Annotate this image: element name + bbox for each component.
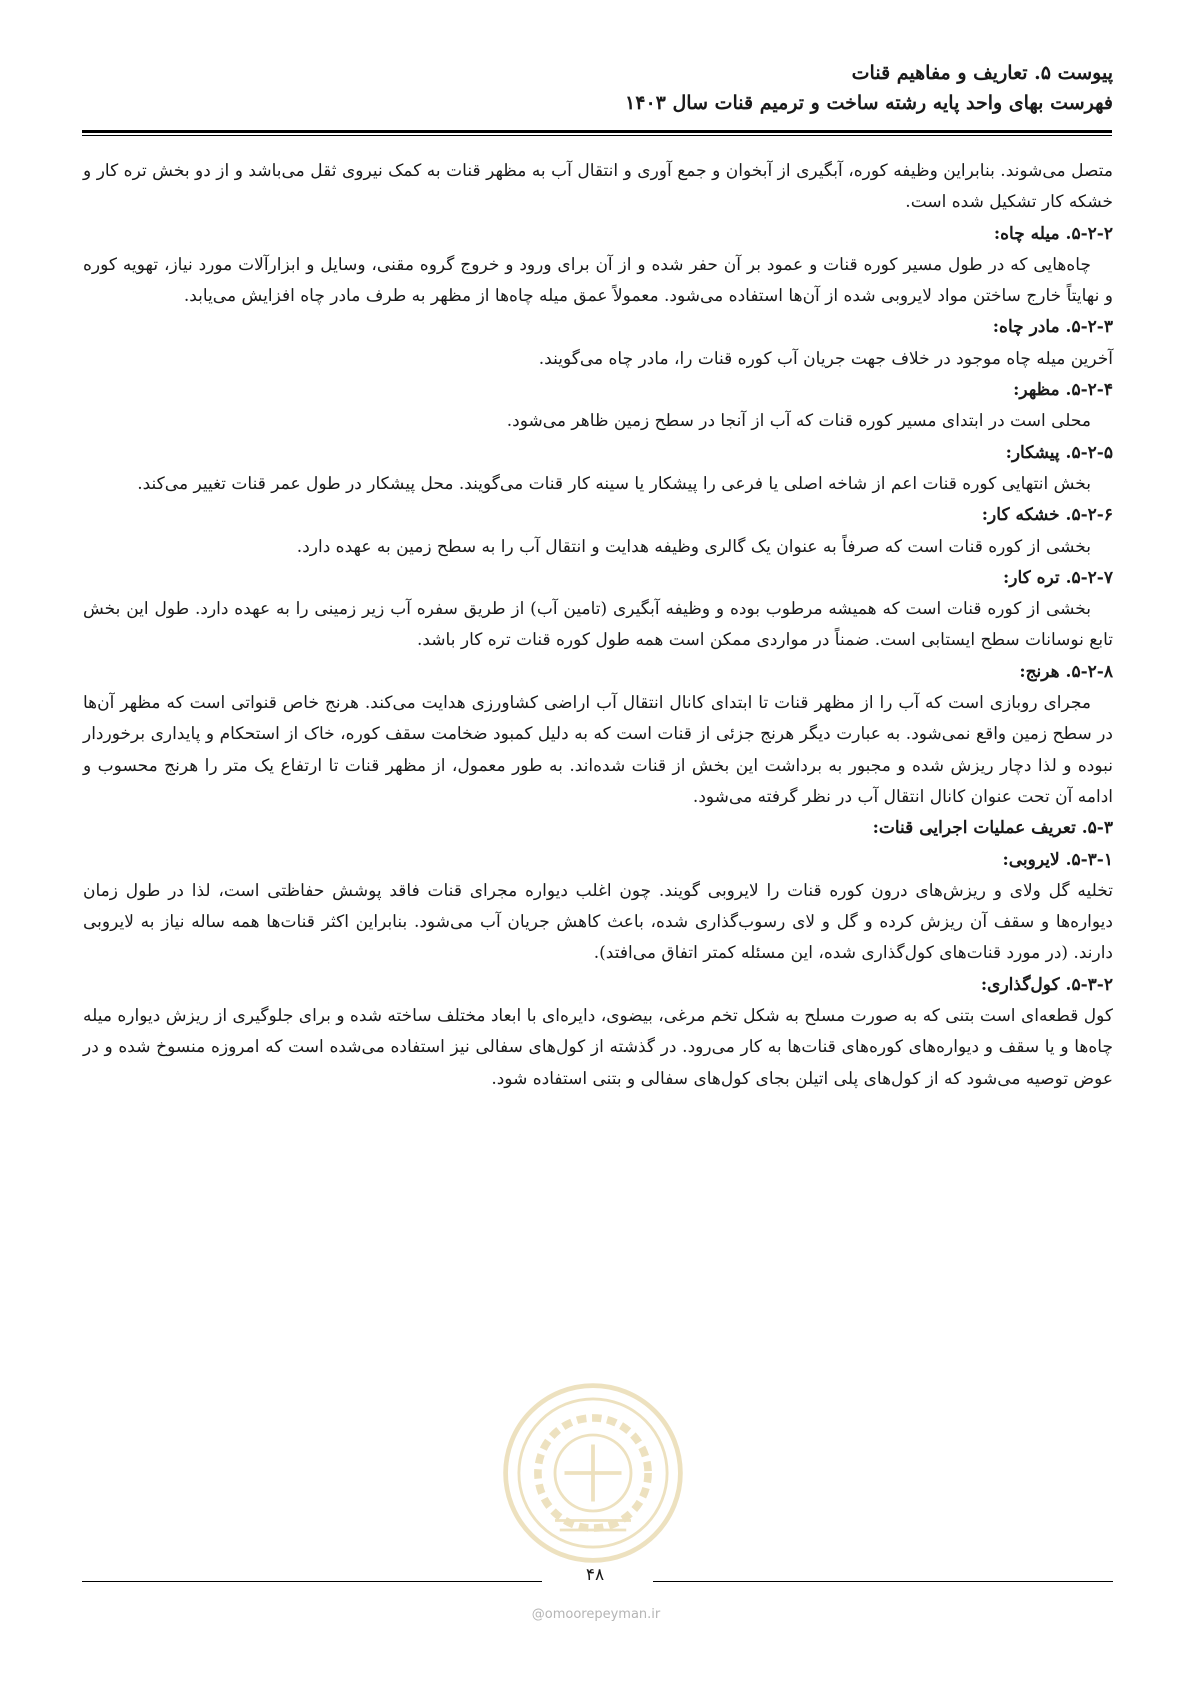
section-heading: ۵-۲-۷. تره کار:	[1002, 567, 1113, 588]
footer-rule-left	[82, 1581, 542, 1582]
paragraph: بخشی از کوره قنات است که صرفاً به عنوان یک گالری وظیفه هدایت و انتقال آب را به سطح زمین به عهده دارد.	[296, 536, 1091, 557]
section-heading: ۵-۲-۸. هرنج:	[1019, 661, 1113, 682]
paragraph: تخلیه گل ولای و ریزش‌های درون کوره قنات را لایروبی گویند. چون اغلب دیواره مجرای قنات فاقد پوشش حفاظتی است، لذا در طول زمان دیواره‌ها و سقف آن ریزش کرده و گل و لای رسوب‌گذاری شده، باعث کاهش جریان آب می‌شود. بنابراین اکثر قنات‌ها همه ساله نیاز به لایروبی دارند. (در مورد قنات‌های کول‌گذاری شده، این مسئله کمتر اتفاق می‌افتد).	[83, 880, 1113, 964]
paragraph: چاه‌هایی که در طول مسیر کوره قنات و عمود بر آن حفر شده و از آن برای ورود و خروج گروه مقنی، وسایل و ابزارآلات مورد نیاز، تهویه کوره و نهایتاً خارج ساختن مواد لایروبی شده از آن‌ها استفاده می‌شود. معمولاً عمق میله چاه‌ها از مظهر به طرف مادر چاه افزایش می‌یابد.	[83, 254, 1113, 307]
paragraph: محلی است در ابتدای مسیر کوره قنات که آب از آنجا در سطح زمین ظاهر می‌شود.	[506, 411, 1091, 432]
section-heading: ۵-۲-۴. مظهر:	[1013, 380, 1113, 401]
footer-rule-right	[653, 1581, 1113, 1582]
section-heading: ۵-۲-۳. مادر چاه:	[992, 317, 1113, 338]
paragraph: بخش انتهایی کوره قنات اعم از شاخه اصلی یا فرعی را پیشکار یا سینه کار قنات می‌گویند. محل پیشکار در طول عمر قنات تغییر می‌کند.	[137, 473, 1091, 494]
section-heading: ۵-۲-۵. پیشکار:	[1005, 442, 1113, 463]
website-link[interactable]: @omoorepeyman.ir	[531, 1607, 661, 1622]
paragraph: متصل می‌شوند. بنابراین وظیفه کوره، آبگیری از آبخوان و جمع آوری و انتقال آب به مظهر قنات به کمک نیروی ثقل می‌باشد و از دو بخش تره کار و خشکه کار تشکیل شده است.	[83, 161, 1113, 213]
body-content	[83, 156, 1113, 1095]
page-number: ۴۸	[585, 1565, 605, 1585]
section-heading: ۵-۲-۲. میله چاه:	[993, 223, 1113, 244]
section-heading: ۵-۳. تعریف عملیات اجرایی قنات:	[872, 818, 1113, 839]
header-section-title: پیوست ۵. تعاریف و مفاهیم قنات	[851, 62, 1113, 84]
section-heading: ۵-۳-۱. لایروبی:	[1002, 849, 1113, 870]
page-header	[83, 58, 1113, 118]
paragraph: آخرین میله چاه موجود در خلاف جهت جریان آب کوره قنات را، مادر چاه می‌گویند.	[538, 348, 1113, 369]
header-document-title: فهرست بهای واحد پایه رشته ساخت و ترمیم قنات سال ۱۴۰۳	[625, 92, 1113, 114]
omoorepeyman-seal-icon	[498, 1378, 688, 1568]
section-heading: ۵-۲-۶. خشکه کار:	[981, 505, 1113, 526]
section-heading: ۵-۳-۲. کول‌گذاری:	[980, 974, 1113, 995]
header-rule-thin	[82, 135, 1112, 136]
paragraph: بخشی از کوره قنات است که همیشه مرطوب بوده و وظیفه آبگیری (تامین آب) از طریق سفره آب زیر زمینی را به عهده دارد. طول این بخش تابع نوسانات سطح ایستابی است. ضمناً در مواردی ممکن است همه طول کوره قنات تره کار باشد.	[83, 599, 1113, 651]
header-rule-thick	[82, 130, 1112, 133]
paragraph: مجرای روبازی است که آب را از مظهر قنات تا ابتدای کانال انتقال آب اراضی کشاورزی هدایت می‌کند. هرنج خاص قنواتی است که مظهر آن‌ها در سطح زمین واقع نمی‌شود. به عبارت دیگر هرنج جزئی از قنات است که به دلیل کمبود ضخامت سقف کوره، خاک از استحکام و پایداری برخوردار نبوده و لذا دچار ریزش شده و مجبور به برداشت این بخش از قنات شده‌اند. به طور معمول، از مظهر قنات تا ارتفاع یک متر را هرنج محسوب و ادامه آن تحت عنوان کانال انتقال آب در نظر گرفته می‌شود.	[83, 693, 1113, 807]
paragraph: کول قطعه‌ای است بتنی که به صورت مسلح به شکل تخم مرغی، بیضوی، دایره‌ای با ابعاد مختلف ساخته شده و برای جلوگیری از ریزش دیواره میله چاه‌ها و یا سقف و دیواره‌های کوره‌های قنات‌ها به کار می‌رود. در گذشته از کول‌های سفالی نیز استفاده می‌شده است که امروزه منسوخ شده و در عوض توصیه می‌شود که از کول‌های پلی اتیلن بجای کول‌های سفالی و بتنی استفاده شود.	[83, 1006, 1113, 1089]
